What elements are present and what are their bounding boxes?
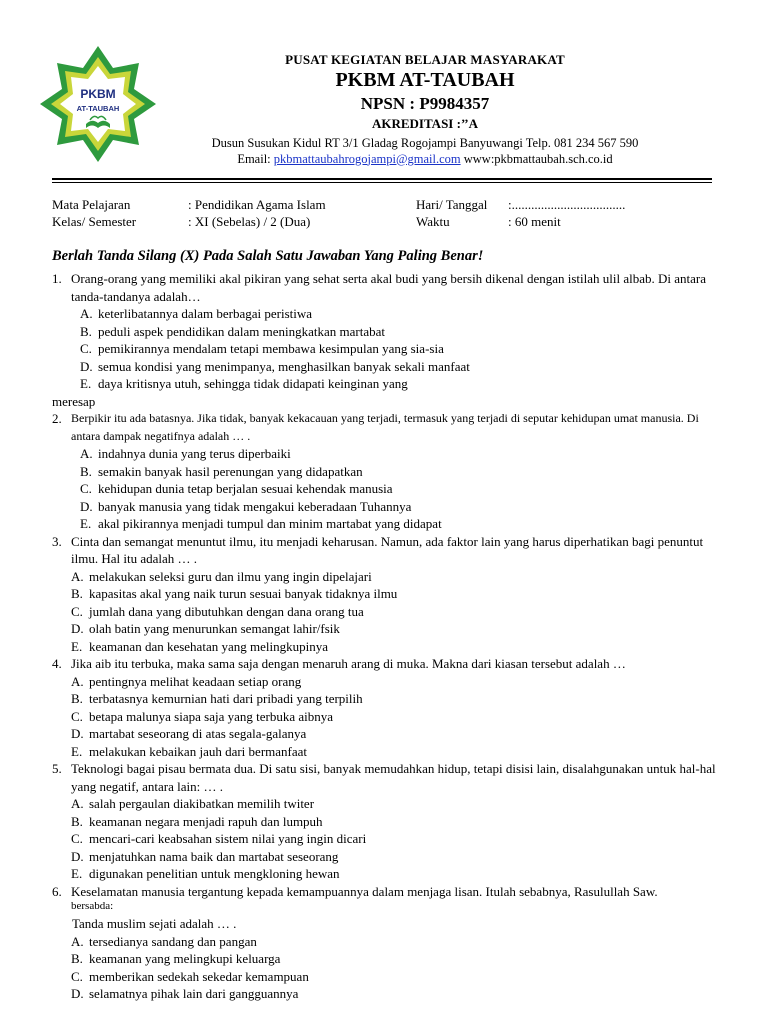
- option: [52, 463, 728, 481]
- option-text: pemikirannya mendalam tetapi membawa kesimpulan yang sia-sia: [98, 341, 444, 356]
- question-number: 3.: [52, 533, 62, 549]
- school-logo: [38, 44, 158, 164]
- option-text: memberikan sedekah sekedar kemampuan: [89, 968, 309, 984]
- option-letter: E.: [80, 376, 92, 391]
- option-letter: D.: [71, 726, 84, 741]
- question-stem: Orang-orang yang memiliki akal pikiran yang sehat serta akal budi yang bersih dikenal dengan istilah ulil albab. Di antara tanda-tandanya adalah…: [71, 271, 706, 304]
- question-3: [52, 533, 728, 568]
- option-text: kapasitas akal yang naik turun sesuai banyak tidaknya ilmu: [89, 586, 398, 601]
- option-continuation: meresap: [52, 393, 96, 409]
- option-letter: B.: [71, 951, 83, 966]
- option: [52, 305, 728, 323]
- option: [52, 498, 728, 516]
- option-text: semua kondisi yang menimpanya, menghasilkan banyak sekali manfaat: [98, 358, 470, 374]
- option-text: olah batin yang menurunkan semangat lahir/fsik: [89, 621, 340, 636]
- option: [52, 830, 728, 848]
- institution-header: [170, 53, 680, 165]
- option-text: selamatnya pihak lain dari gangguannya: [89, 986, 299, 1001]
- question-list: [52, 270, 728, 1003]
- option-letter: A.: [80, 446, 93, 461]
- header-line-1: PUSAT KEGIATAN BELAJAR MASYARAKAT: [285, 52, 565, 67]
- option-letter: D.: [80, 498, 93, 514]
- option-text: martabat seseorang di atas segala-galanya: [89, 726, 307, 741]
- date-label: Hari/ Tanggal: [416, 197, 488, 212]
- question-number: 2.: [52, 411, 62, 426]
- option-letter: C.: [71, 603, 83, 619]
- option-letter: A.: [71, 933, 84, 949]
- option: [52, 690, 728, 708]
- option-letter: C.: [80, 341, 92, 356]
- subject-label: Mata Pelajaran: [52, 197, 131, 212]
- option: [52, 620, 728, 638]
- option: [52, 725, 728, 743]
- question-stem-continuation: bersabda:: [71, 900, 114, 912]
- school-name: PKBM AT-TAUBAH: [335, 69, 515, 91]
- option: [52, 445, 728, 463]
- header-divider-thick: [52, 178, 712, 180]
- option-letter: D.: [71, 986, 84, 1001]
- option: [52, 848, 728, 866]
- option-text: keamanan negara menjadi rapuh dan lumpuh: [89, 813, 323, 829]
- question-number: 4.: [52, 656, 62, 671]
- question-number: 5.: [52, 761, 62, 776]
- option-text: jumlah dana yang dibutuhkan dengan dana orang tua: [89, 603, 364, 619]
- time-value: : 60 menit: [508, 214, 561, 229]
- option: [52, 480, 728, 498]
- accreditation: AKREDITASI :’’A: [371, 116, 479, 131]
- option: [52, 585, 728, 603]
- option-letter: D.: [71, 848, 84, 864]
- option-text: kehidupan dunia tetap berjalan sesuai kehendak manusia: [98, 481, 393, 496]
- option-letter: B.: [80, 463, 92, 479]
- option-letter: E.: [80, 516, 92, 531]
- option: [52, 933, 728, 951]
- option-letter: E.: [71, 743, 83, 759]
- option-text: akal pikirannya menjadi tumpul dan minim martabat yang didapat: [98, 516, 442, 531]
- option: [52, 673, 728, 691]
- option-letter: C.: [71, 831, 83, 846]
- option-text: banyak manusia yang tidak mengakui keberadaan Tuhannya: [98, 498, 412, 514]
- option-letter: C.: [80, 481, 92, 496]
- class-value: : XI (Sebelas) / 2 (Dua): [188, 214, 311, 229]
- option-text: pentingnya melihat keadaan setiap orang: [89, 673, 302, 689]
- email-link[interactable]: pkbmattaubahrogojampi@gmail.com: [273, 151, 461, 166]
- option-letter: B.: [71, 691, 83, 706]
- option: [52, 375, 728, 393]
- logo-text-pkbm: PKBM: [80, 87, 116, 101]
- npsn: NPSN : P9984357: [360, 94, 490, 113]
- question-stem: Keselamatan manusia tergantung kepada kemampuannya dalam menjaga lisan. Itulah sebabnya, Rasulullah Saw.: [71, 883, 658, 899]
- option-text: tersedianya sandang dan pangan: [89, 933, 257, 949]
- option: [52, 865, 728, 883]
- option-text: betapa malunya siapa saja yang terbuka aibnya: [89, 708, 334, 724]
- question-stem: Teknologi bagai pisau bermata dua. Di satu sisi, banyak memudahkan hidup, tetapi disisi lain, disalahgunakan untuk hal-hal yang negatif, antara lain: … .: [71, 761, 716, 794]
- option-text: digunakan penelitian untuk mengkloning hewan: [89, 866, 340, 881]
- option-text: melakukan kebaikan jauh dari bermanfaat: [89, 743, 308, 759]
- question-4: [52, 655, 728, 673]
- logo-text-attaubah: AT-TAUBAH: [76, 104, 120, 113]
- option-text: melakukan seleksi guru dan ilmu yang ingin dipelajari: [89, 568, 372, 584]
- question-stem: Jika aib itu terbuka, maka sama saja dengan menaruh arang di muka. Makna dari kiasan tersebut adalah …: [71, 656, 626, 671]
- option-letter: A.: [71, 568, 84, 584]
- option-letter: B.: [71, 586, 83, 601]
- option-text: mencari-cari keabsahan sistem nilai yang ingin dicari: [89, 831, 367, 846]
- option: [52, 340, 728, 358]
- option: [52, 515, 728, 533]
- instruction: Berlah Tanda Silang (X) Pada Salah Satu Jawaban Yang Paling Benar!: [52, 248, 484, 264]
- option-text: menjatuhkan nama baik dan martabat seseorang: [89, 848, 339, 864]
- option-letter: D.: [80, 358, 93, 374]
- option-text: daya kritisnya utuh, sehingga tidak didapati keinginan yang: [98, 376, 408, 391]
- option-letter: C.: [71, 968, 83, 984]
- option-letter: A.: [71, 796, 84, 811]
- email-label: Email:: [237, 151, 271, 166]
- option-letter: C.: [71, 708, 83, 724]
- option-text: keamanan yang melingkupi keluarga: [89, 951, 281, 966]
- question-2: [52, 410, 728, 445]
- date-value: :...................................: [508, 197, 626, 212]
- option-letter: E.: [71, 866, 83, 881]
- option-text: terbatasnya kemurnian hati dari pribadi yang terpilih: [89, 691, 363, 706]
- option-text: keterlibatannya dalam berbagai peristiwa: [98, 306, 313, 321]
- option-text: keamanan dan kesehatan yang melingkupinya: [89, 638, 328, 654]
- option: [52, 950, 728, 968]
- option: [52, 985, 728, 1003]
- address: Dusun Susukan Kidul RT 3/1 Gladag Rogojampi Banyuwangi Telp. 081 234 567 590: [211, 136, 639, 150]
- contact-line: [170, 153, 680, 166]
- subject-value: : Pendidikan Agama Islam: [188, 197, 326, 212]
- question-stem: Cinta dan semangat menuntut ilmu, itu menjadi keharusan. Namun, ada faktor lain yang harus diperhatikan bagi penuntut ilmu. Hal itu adalah … .: [71, 533, 704, 566]
- option: [52, 708, 728, 726]
- option-letter: E.: [71, 638, 83, 654]
- option: [52, 358, 728, 376]
- class-label: Kelas/ Semester: [52, 214, 137, 229]
- option: [52, 743, 728, 761]
- option-letter: A.: [80, 306, 93, 321]
- option-letter: B.: [80, 323, 92, 339]
- option-text: peduli aspek pendidikan dalam meningkatkan martabat: [98, 323, 385, 339]
- option: [52, 795, 728, 813]
- question-number: 6.: [52, 883, 62, 899]
- question-lead: Tanda muslim sejati adalah … .: [72, 916, 237, 931]
- option-letter: D.: [71, 621, 84, 636]
- header-divider-thin: [52, 182, 712, 183]
- option: [52, 323, 728, 341]
- question-5: [52, 760, 728, 795]
- option: [52, 603, 728, 621]
- option-text: salah pergaulan diakibatkan memilih twiter: [89, 796, 315, 811]
- option-text: indahnya dunia yang terus diperbaiki: [98, 446, 291, 461]
- question-6: [52, 883, 728, 933]
- option-text: semakin banyak hasil perenungan yang didapatkan: [98, 463, 363, 479]
- time-label: Waktu: [416, 214, 450, 229]
- option-letter: B.: [71, 813, 83, 829]
- option: [52, 638, 728, 656]
- option: [52, 968, 728, 986]
- option-letter: A.: [71, 673, 84, 689]
- option: [52, 813, 728, 831]
- question-number: 1.: [52, 271, 62, 286]
- option: [52, 568, 728, 586]
- question-stem: Berpikir itu ada batasnya. Jika tidak, banyak kekacauan yang terjadi, termasuk yang terjadi di seputar kehidupan umat manusia. Di antara dampak negatifnya adalah … .: [71, 411, 699, 443]
- website: www:pkbmattaubah.sch.co.id: [463, 151, 613, 166]
- question-1: [52, 270, 728, 305]
